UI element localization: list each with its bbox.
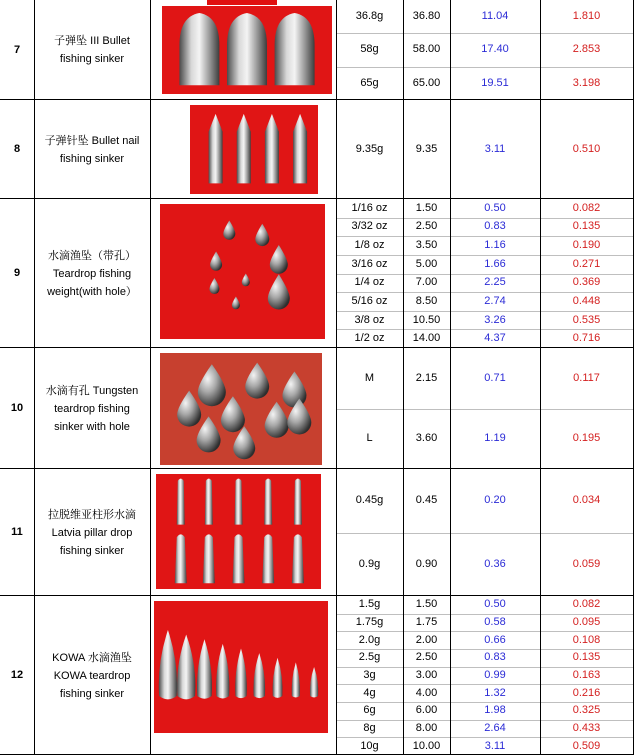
spec-value-blue: 0.99	[484, 668, 506, 681]
spec-value-red: 3.198	[572, 76, 601, 89]
row-number: 11	[11, 526, 23, 538]
grid-line	[403, 0, 404, 755]
spec-value-red: 0.163	[572, 668, 601, 681]
row-number: 7	[13, 43, 21, 56]
grid-line	[34, 0, 35, 755]
spec-size: 0.45g	[355, 494, 384, 507]
grid-line	[336, 533, 633, 534]
spec-value-red: 0.448	[572, 294, 601, 307]
bullet-nail-photo	[190, 105, 318, 194]
spec-value-red: 0.059	[572, 557, 601, 570]
previous-photo-edge	[207, 0, 277, 5]
grid-line	[633, 0, 634, 755]
product-name-line: fishing sinker	[59, 687, 125, 700]
grid-line	[336, 292, 633, 293]
product-name	[34, 0, 150, 100]
spec-weight: 10.00	[412, 739, 441, 752]
product-name	[34, 596, 150, 755]
spec-value-red: 2.853	[572, 43, 601, 56]
product-name-line: 子弹针坠 Bullet nail	[44, 134, 140, 147]
product-name	[34, 348, 150, 469]
product-name-line: KOWA teardrop	[53, 669, 131, 682]
spec-value-blue: 0.58	[484, 615, 506, 628]
spec-value-red: 0.034	[572, 494, 601, 507]
spec-weight: 1.50	[415, 598, 438, 611]
spec-weight: 6.00	[415, 704, 438, 717]
spec-weight: 2.50	[415, 220, 438, 233]
grid-line	[336, 67, 633, 68]
row-number: 10	[10, 402, 24, 414]
grid-line	[150, 0, 151, 755]
spec-value-blue: 1.66	[484, 257, 506, 270]
spec-size: 1.75g	[355, 615, 384, 628]
spec-value-red: 1.810	[572, 10, 601, 23]
kowa-teardrop-photo	[154, 601, 328, 733]
spec-value-red: 0.082	[572, 598, 601, 611]
grid-line	[336, 274, 633, 275]
spec-weight: 5.00	[415, 257, 438, 270]
spec-weight: 3.00	[415, 668, 438, 681]
product-name	[34, 199, 150, 348]
spec-size: 6g	[363, 704, 376, 717]
spec-size: 58g	[360, 43, 379, 56]
spec-value-blue: 2.64	[484, 721, 506, 734]
row-number: 9	[13, 267, 21, 279]
latvia-pillar-photo	[156, 474, 321, 589]
spec-value-red: 0.510	[572, 143, 601, 155]
spec-size: 1/8 oz	[354, 239, 385, 252]
spec-value-blue: 0.20	[484, 494, 506, 507]
spec-value-blue: 1.32	[484, 686, 506, 699]
spec-value-red: 0.195	[572, 432, 601, 445]
spec-size: L	[366, 432, 373, 445]
spec-value-blue: 2.74	[484, 294, 506, 307]
spec-size: 2.5g	[358, 651, 381, 664]
spec-value-red: 0.095	[572, 615, 601, 628]
product-name	[34, 469, 150, 596]
product-name-line: Teardrop fishing	[52, 267, 132, 280]
grid-line	[336, 409, 633, 410]
spec-weight: 58.00	[412, 43, 441, 56]
spec-size: 5/16 oz	[351, 294, 388, 307]
spec-value-blue: 0.36	[484, 557, 506, 570]
spec-weight: 7.00	[415, 276, 438, 289]
spec-value-blue: 19.51	[481, 76, 509, 89]
grid-line	[336, 33, 633, 34]
spec-size: 8g	[363, 721, 376, 734]
grid-line	[336, 631, 633, 632]
grid-line	[336, 311, 633, 312]
spec-value-blue: 17.40	[481, 43, 509, 56]
spec-value-red: 0.509	[572, 739, 601, 752]
grid-line	[336, 667, 633, 668]
grid-line	[336, 737, 633, 738]
grid-line	[336, 684, 633, 685]
grid-line	[336, 255, 633, 256]
grid-line	[336, 649, 633, 650]
grid-line	[450, 0, 451, 755]
product-name-line: sinker with hole	[54, 420, 130, 433]
product-name-line: fishing sinker	[59, 53, 125, 65]
spec-size: 1/4 oz	[354, 276, 385, 289]
spec-weight: 0.45	[415, 494, 438, 507]
spec-value-blue: 0.83	[484, 651, 506, 664]
spec-value-red: 0.190	[572, 239, 601, 252]
product-name-line: teardrop fishing	[54, 402, 130, 415]
spec-weight: 3.50	[415, 239, 438, 252]
spec-value-blue: 0.50	[484, 598, 506, 611]
product-name-line: KOWA 水滴渔坠	[52, 651, 132, 664]
spec-weight: 4.00	[415, 686, 438, 699]
row-number: 12	[10, 669, 24, 681]
spec-weight: 3.60	[415, 432, 438, 445]
spec-value-red: 0.433	[572, 721, 601, 734]
spec-value-red: 0.135	[572, 651, 601, 664]
spec-weight: 9.35	[415, 143, 438, 155]
spec-value-blue: 1.98	[484, 704, 506, 717]
spec-size: 0.9g	[358, 557, 381, 570]
grid-line	[336, 702, 633, 703]
product-name-line: 子弹坠 III Bullet	[54, 35, 130, 47]
spec-value-red: 0.716	[572, 332, 601, 345]
spec-value-red: 0.535	[572, 313, 601, 326]
spec-size: 4g	[363, 686, 376, 699]
grid-line	[336, 218, 633, 219]
spec-size: 3/32 oz	[351, 220, 388, 233]
grid-line	[336, 720, 633, 721]
spec-weight: 10.50	[412, 313, 441, 326]
spec-value-blue: 1.19	[484, 432, 506, 445]
spec-value-red: 0.108	[572, 633, 601, 646]
spec-value-blue: 0.83	[484, 220, 506, 233]
product-name-line: 水滴有孔 Tungsten	[45, 384, 139, 397]
spec-size: 10g	[360, 739, 379, 752]
spec-value-blue: 3.26	[484, 313, 506, 326]
spec-size: 1.5g	[358, 598, 381, 611]
grid-line	[336, 236, 633, 237]
grid-line	[336, 329, 633, 330]
row-number: 8	[13, 143, 21, 155]
spec-weight: 14.00	[412, 332, 441, 345]
spec-value-red: 0.082	[572, 201, 601, 214]
spec-value-red: 0.117	[573, 371, 600, 384]
spec-weight: 2.00	[415, 633, 438, 646]
tungsten-teardrop-photo	[160, 353, 322, 465]
spec-weight: 2.15	[415, 371, 438, 384]
spec-value-blue: 2.25	[484, 276, 506, 289]
spec-size: 1/16 oz	[351, 201, 388, 214]
product-name-line: 拉脱维亚柱形水滴	[48, 508, 136, 521]
spec-weight: 65.00	[412, 76, 441, 89]
spec-size: 36.8g	[355, 10, 384, 23]
spec-size: 3g	[363, 668, 376, 681]
spec-size: 65g	[360, 76, 379, 89]
spec-size: 3/8 oz	[354, 313, 385, 326]
spec-weight: 36.80	[412, 10, 441, 23]
spec-size: M	[364, 371, 375, 384]
spec-weight: 2.50	[415, 651, 438, 664]
spec-value-red: 0.271	[572, 257, 601, 270]
product-name-line: weight(with hole）	[47, 285, 137, 298]
spec-value-blue: 4.37	[484, 332, 506, 345]
bullet-sinker-photo	[162, 6, 332, 94]
grid-line	[336, 614, 633, 615]
teardrop-weight-photo	[160, 204, 325, 339]
product-name-line: Latvia pillar drop	[51, 526, 133, 539]
spec-value-red: 0.216	[572, 686, 601, 699]
spec-size: 9.35g	[355, 143, 384, 155]
spec-value-blue: 0.66	[484, 633, 506, 646]
spec-value-red: 0.325	[572, 704, 601, 717]
grid-line	[336, 0, 337, 755]
spec-weight: 8.50	[415, 294, 438, 307]
spec-size: 1/2 oz	[354, 332, 385, 345]
spec-value-blue: 0.50	[484, 201, 506, 214]
spec-value-blue: 0.71	[484, 371, 506, 384]
product-name-line: 水滴渔坠（带孔）	[48, 249, 136, 262]
grid-line	[540, 0, 541, 755]
spec-value-blue: 3.11	[484, 739, 506, 752]
product-name-line: fishing sinker	[59, 152, 125, 165]
spec-weight: 1.75	[415, 615, 438, 628]
spec-size: 3/16 oz	[351, 257, 388, 270]
spec-size: 2.0g	[358, 633, 381, 646]
spec-weight: 8.00	[415, 721, 438, 734]
product-name-line: fishing sinker	[59, 544, 125, 557]
spec-value-red: 0.135	[572, 220, 601, 233]
spec-value-blue: 11.04	[481, 10, 509, 23]
spec-value-blue: 3.11	[484, 143, 506, 155]
spec-value-red: 0.369	[572, 276, 601, 289]
spec-value-blue: 1.16	[484, 239, 506, 252]
spec-weight: 0.90	[415, 557, 438, 570]
spec-weight: 1.50	[415, 201, 438, 214]
product-name	[34, 100, 150, 199]
